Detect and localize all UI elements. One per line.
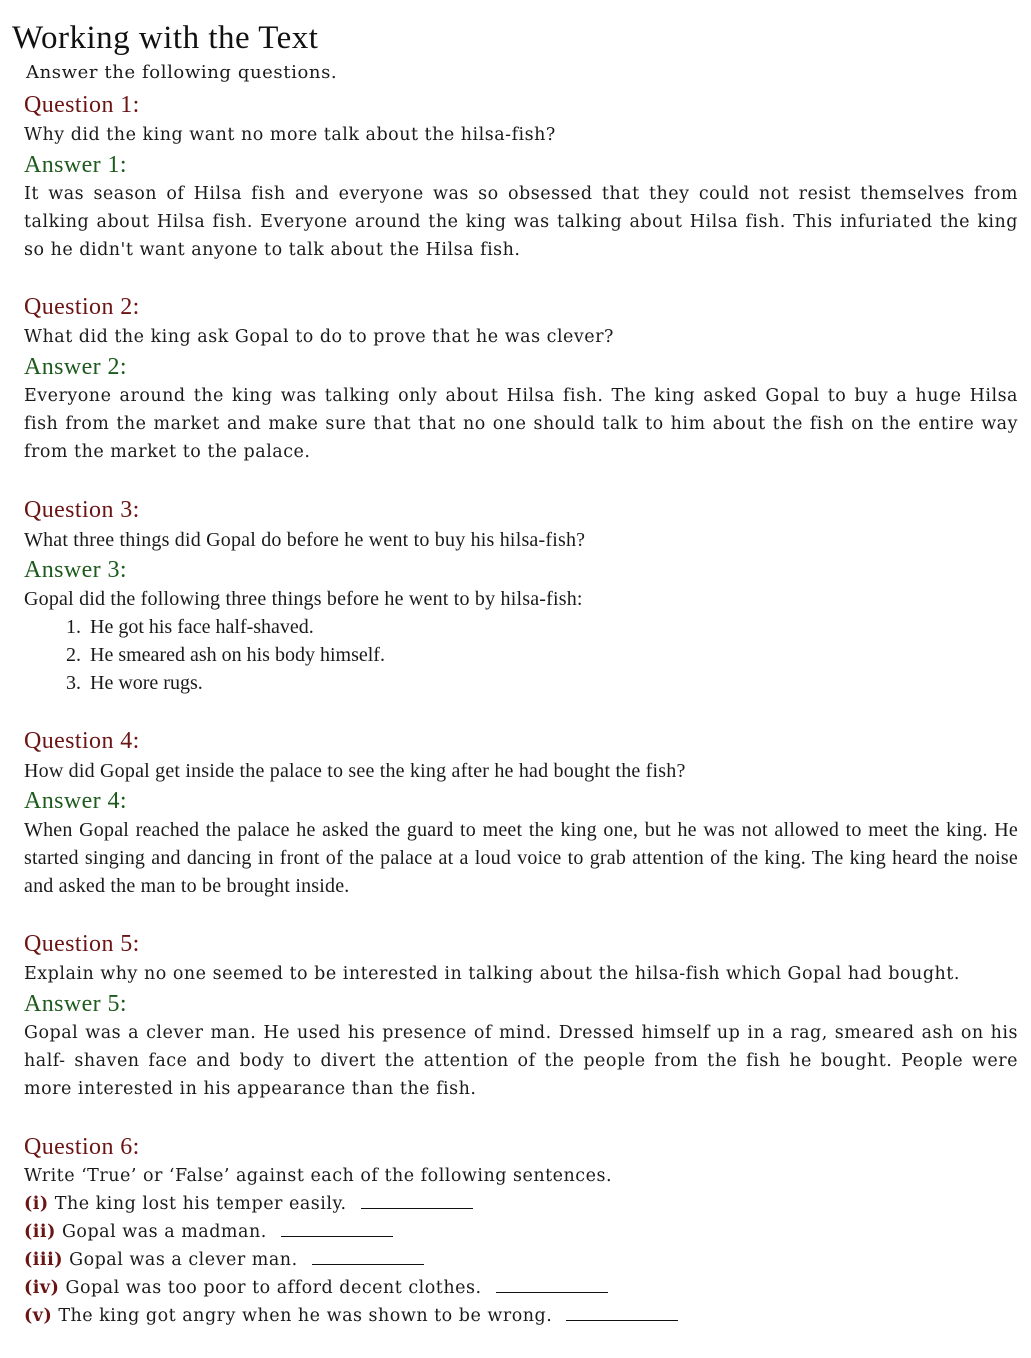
item-text: Gopal was too poor to afford decent clothes. (65, 1278, 482, 1298)
question-label: Question 1: (24, 92, 140, 118)
list-item: 2. He smeared ash on his body himself. (86, 641, 1018, 669)
answer-label: Answer 4: (24, 788, 127, 814)
item-number: (iv) (24, 1278, 60, 1298)
question-label: Question 5: (24, 931, 140, 957)
true-false-item (24, 1302, 1018, 1330)
qa-block-4 (24, 726, 1018, 900)
question-text: How did Gopal get inside the palace to see the king after he had bought the fish? (24, 760, 686, 782)
answer-text: When Gopal reached the palace he asked the guard to meet the king one, but he was not allowed to meet the king. He started singing and dancing in front of the palace at a loud voice to grab attention of the king. The king heard the noise and asked the man to be brought inside. (24, 819, 1018, 897)
true-false-item (24, 1246, 1018, 1274)
instructions: Answer the following questions. (26, 62, 338, 83)
question-text: What did the king ask Gopal to do to prove that he was clever? (24, 327, 614, 347)
item-number: (ii) (24, 1222, 56, 1242)
qa-block-1 (24, 90, 1018, 264)
item-text: Gopal was a clever man. (69, 1250, 298, 1270)
question-text: Explain why no one seemed to be interested in talking about the hilsa-fish which Gopal had bought. (24, 964, 960, 984)
answer-blank[interactable] (566, 1306, 678, 1321)
question-label: Question 3: (24, 497, 140, 523)
answer-label: Answer 1: (24, 152, 127, 178)
question-text: What three things did Gopal do before he went to buy his hilsa-fish? (24, 529, 586, 551)
question-text: Why did the king want no more talk about the hilsa-fish? (24, 125, 556, 145)
answer-text: Everyone around the king was talking only about Hilsa fish. The king asked Gopal to buy a huge Hilsa fish from the market and make sure that that no one should talk to him about the fish on the entire way from the market to the palace. (24, 386, 1018, 462)
item-text: Gopal was a madman. (61, 1222, 267, 1242)
page-title: Working with the Text (12, 20, 319, 56)
item-number: (iii) (24, 1250, 64, 1270)
qa-block-6 (24, 1132, 1018, 1330)
true-false-item (24, 1274, 1018, 1302)
answer-text: Gopal was a clever man. He used his presence of mind. Dressed himself up in a rag, smeared ash on his half- shaven face and body to divert the attention of the people from the fish he bought. People were more interested in his appearance than the fish. (24, 1023, 1018, 1099)
answer-label: Answer 3: (24, 557, 127, 583)
qa-block-5 (24, 929, 1018, 1103)
item-number: (v) (24, 1306, 53, 1326)
answer-blank[interactable] (496, 1278, 608, 1293)
question-text: Write ‘True’ or ‘False’ against each of the following sentences. (24, 1166, 613, 1186)
qa-block-2 (24, 292, 1018, 466)
question-label: Question 6: (24, 1134, 140, 1160)
qa-block-3 (24, 495, 1018, 697)
question-label: Question 4: (24, 728, 140, 754)
list-item: 3. He wore rugs. (86, 669, 1018, 697)
item-text: The king lost his temper easily. (54, 1194, 347, 1214)
answer-label: Answer 5: (24, 991, 127, 1017)
answer-blank[interactable] (281, 1222, 393, 1237)
item-number: (i) (24, 1194, 49, 1214)
answer-blank[interactable] (361, 1194, 473, 1209)
true-false-item (24, 1218, 1018, 1246)
answer-text: Gopal did the following three things before he went to by hilsa-fish: (24, 588, 583, 610)
true-false-item (24, 1190, 1018, 1218)
answer-text: It was season of Hilsa fish and everyone was so obsessed that they could not resist themselves from talking about Hilsa fish. Everyone around the king was talking about Hilsa fish. This infuriated the king so he didn't want anyone to talk about the Hilsa fish. (24, 184, 1018, 260)
answer-blank[interactable] (312, 1250, 424, 1265)
answer-label: Answer 2: (24, 354, 127, 380)
answer-list (24, 613, 1018, 697)
question-label: Question 2: (24, 294, 140, 320)
item-text: The king got angry when he was shown to be wrong. (58, 1306, 553, 1326)
list-item: 1. He got his face half-shaved. (86, 613, 1018, 641)
